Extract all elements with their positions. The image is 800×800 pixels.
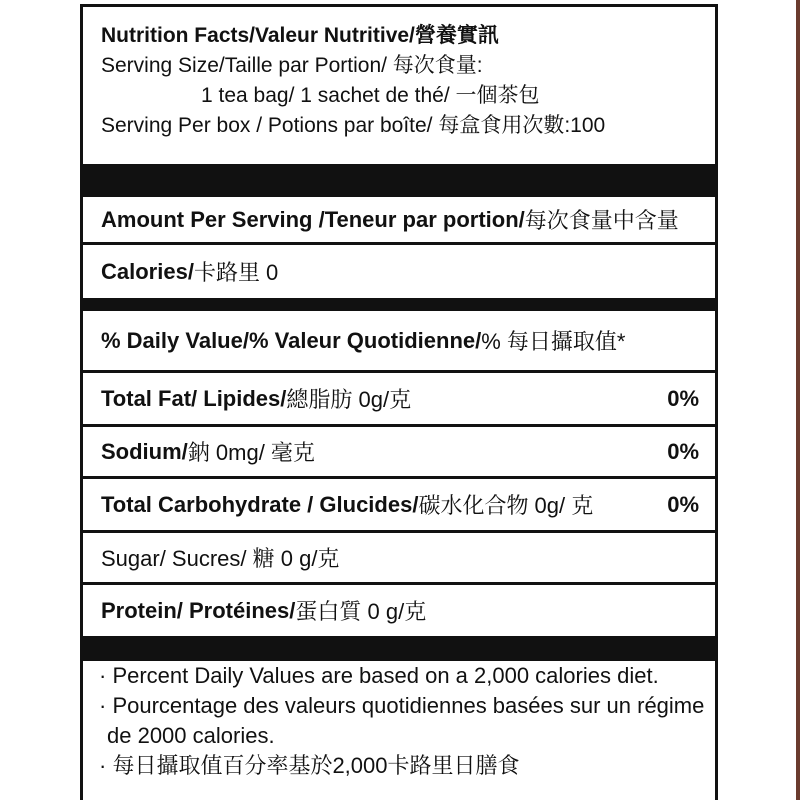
amount-per-serving-cn: 每次食量中含量 [524,208,679,233]
servings-per-box: Serving Per box / Potions par boîte/ 每盒食用次數:100 [101,114,606,137]
nutrient-amount: 鈉 0mg/ 毫克 [187,440,315,465]
label-header [83,7,715,167]
nutrient-amount: Sugar/ Sucres/ 糖 0 g/克 [101,546,340,571]
footnote-french-cont: de 2000 calories. [107,723,275,748]
serving-size-value: 1 tea bag/ 1 sachet de thé/ 一個茶包 [201,84,540,107]
nutrition-facts-label [80,4,718,800]
thick-divider [83,164,715,197]
label-title: Nutrition Facts/Valeur Nutritive/營養實訊 [101,24,499,47]
nutrient-name: Total Fat/ Lipides/ [101,385,287,411]
nutrient-percent: 0% [667,491,699,517]
nutrient-percent: 0% [667,438,699,464]
nutrient-row-sugar [83,533,715,585]
nutrient-name: Protein/ Protéines/ [101,597,296,623]
nutrient-name: Sodium/ [101,438,188,464]
serving-size: Serving Size/Taille par Portion/ 每次食量: [101,54,483,77]
nutrient-row-carbohydrate [83,479,715,533]
daily-value-cn: % 每日攝取值* [481,329,626,354]
calories-value: 卡路里 0 [193,260,279,285]
nutrient-amount: 碳水化合物 0g/ 克 [418,493,594,518]
nutrient-amount: 蛋白質 0 g/克 [295,599,427,624]
footnote-french: · Pourcentage des valeurs quotidiennes basées sur un régime [99,693,705,718]
right-edge-border [796,0,800,800]
nutrient-percent: 0% [667,385,699,411]
nutrient-row-total-fat [83,373,715,427]
footnotes [83,661,715,800]
amount-per-serving-label: Amount Per Serving /Teneur par portion/ [101,206,525,232]
footer-divider [83,639,715,661]
footnote-chinese: · 每日攝取值百分率基於2,000卡路里日膳食 [99,753,520,778]
footnote-english: · Percent Daily Values are based on a 2,000 calories diet. [99,663,659,688]
daily-value-label: % Daily Value/% Valeur Quotidienne/ [101,327,482,353]
nutrient-name: Total Carbohydrate / Glucides/ [101,491,419,517]
calories-row [83,245,715,301]
nutrient-row-protein [83,585,715,639]
daily-value-header-row [83,311,715,373]
calories-label: Calories/ [101,258,194,284]
nutrient-row-sodium [83,427,715,479]
amount-per-serving-row [83,197,715,245]
nutrient-amount: 總脂肪 0g/克 [286,387,412,412]
medium-divider [83,301,715,311]
